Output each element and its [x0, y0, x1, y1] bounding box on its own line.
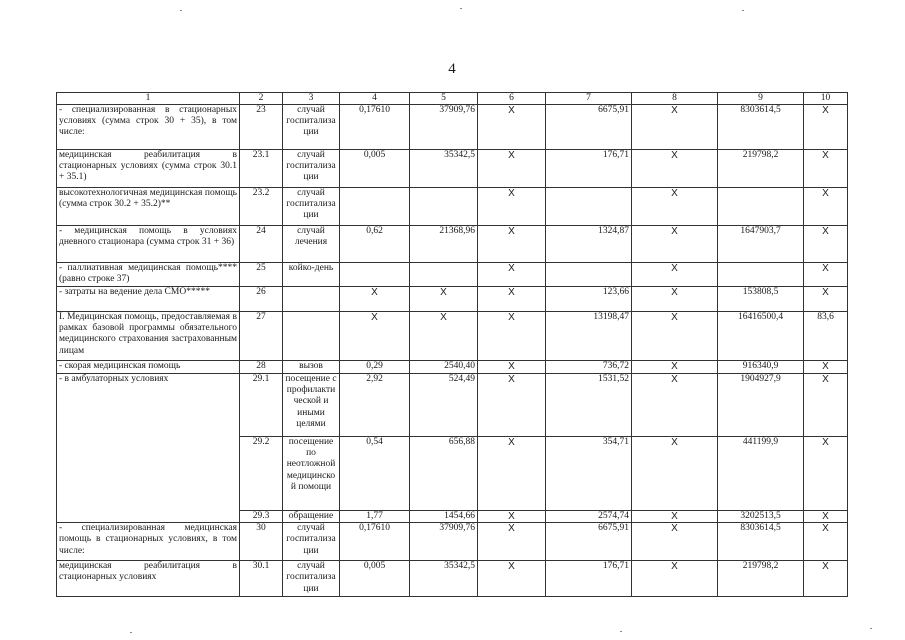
unit-cell [283, 312, 340, 361]
volume-cell: 1,77 [340, 511, 410, 523]
col-header: 4 [340, 93, 410, 105]
cost-cell: 1454,66 [410, 511, 478, 523]
row-code: 27 [240, 312, 283, 361]
cell-col9: 8303614,5 [718, 105, 804, 150]
row-label: - паллиативная медицинская помощь**** (равно строке 37) [57, 263, 240, 287]
cell-col8: Х [632, 263, 718, 287]
cell-col6: Х [478, 437, 546, 511]
col-header: 1 [57, 93, 240, 105]
cost-cell: 656,88 [410, 437, 478, 511]
cell-col8: Х [632, 188, 718, 226]
unit-cell: случай госпитализации [283, 105, 340, 150]
row-code: 30 [240, 523, 283, 561]
cell-col10: Х [804, 374, 848, 437]
cost-cell: 2540,40 [410, 361, 478, 374]
cell-col9: 16416500,4 [718, 312, 804, 361]
row-code: 24 [240, 226, 283, 263]
table-row [57, 287, 848, 312]
cell-col6: Х [478, 287, 546, 312]
unit-cell: случай лечения [283, 226, 340, 263]
cell-col10: 83,6 [804, 312, 848, 361]
scan-speck [130, 632, 132, 633]
table-row [57, 150, 848, 188]
row-code: 26 [240, 287, 283, 312]
cell-col9: 8303614,5 [718, 523, 804, 561]
volume-cell: 0,62 [340, 226, 410, 263]
volume-cell: 0,005 [340, 561, 410, 597]
cell-col7: 13198,47 [546, 312, 632, 361]
col-header: 5 [410, 93, 478, 105]
scan-speck [460, 8, 462, 9]
table-row [57, 226, 848, 263]
cell-col8: Х [632, 150, 718, 188]
row-code: 29.2 [240, 437, 283, 511]
cell-col7: 1531,52 [546, 374, 632, 437]
cell-col7 [546, 188, 632, 226]
row-code: 25 [240, 263, 283, 287]
col-header: 7 [546, 93, 632, 105]
cell-col10: Х [804, 188, 848, 226]
cell-col6: Х [478, 523, 546, 561]
cost-cell: 35342,5 [410, 150, 478, 188]
scan-speck [870, 628, 872, 629]
cell-col10: Х [804, 226, 848, 263]
row-label: - специализированная медицинская помощь в стационарных условиях, в том числе: [57, 523, 240, 561]
cell-col7: 354,71 [546, 437, 632, 511]
cell-col9: 1647903,7 [718, 226, 804, 263]
cell-col6: Х [478, 150, 546, 188]
table-row [57, 523, 848, 561]
cell-col8: Х [632, 361, 718, 374]
cell-col10: Х [804, 287, 848, 312]
row-code: 23.2 [240, 188, 283, 226]
row-code: 30.1 [240, 561, 283, 597]
unit-cell: случай госпитализации [283, 188, 340, 226]
cell-col10: Х [804, 361, 848, 374]
unit-cell: случай госпитализации [283, 561, 340, 597]
cell-col10: Х [804, 523, 848, 561]
cell-col6: Х [478, 374, 546, 437]
col-header: 9 [718, 93, 804, 105]
cell-col8: Х [632, 437, 718, 511]
cell-col10: Х [804, 105, 848, 150]
unit-cell: случай госпитализации [283, 523, 340, 561]
volume-cell: Х [340, 287, 410, 312]
unit-cell: посещение по неотложной медицинской помощи [283, 437, 340, 511]
cell-col8: Х [632, 523, 718, 561]
cell-col6: Х [478, 188, 546, 226]
cell-col7: 6675,91 [546, 105, 632, 150]
cell-col10: Х [804, 263, 848, 287]
row-code: 29.3 [240, 511, 283, 523]
volume-cell: 0,005 [340, 150, 410, 188]
cell-col6: Х [478, 511, 546, 523]
cell-col7: 123,66 [546, 287, 632, 312]
cell-col10: Х [804, 437, 848, 511]
volume-cell [340, 263, 410, 287]
cell-col10: Х [804, 561, 848, 597]
cell-col10: Х [804, 150, 848, 188]
cell-col7 [546, 263, 632, 287]
scan-speck [742, 10, 744, 11]
unit-cell: случай госпитализации [283, 150, 340, 188]
table-row [57, 105, 848, 150]
volume-cell: Х [340, 312, 410, 361]
scan-speck [620, 631, 622, 632]
cell-col8: Х [632, 105, 718, 150]
row-label: - затраты на ведение дела СМО***** [57, 287, 240, 312]
row-label: I. Медицинская помощь, предоставляемая в рамках базовой программы обязательного медицинского страхования застрахованным лицам [57, 312, 240, 361]
cell-col9: 219798,2 [718, 150, 804, 188]
cell-col7: 6675,91 [546, 523, 632, 561]
row-code: 23 [240, 105, 283, 150]
volume-cell: 0,17610 [340, 105, 410, 150]
cell-col9: 1904927,9 [718, 374, 804, 437]
table-row [57, 312, 848, 361]
unit-cell [283, 287, 340, 312]
col-header: 2 [240, 93, 283, 105]
cell-col6: Х [478, 312, 546, 361]
cell-col9: 153808,5 [718, 287, 804, 312]
volume-cell: 2,92 [340, 374, 410, 437]
cell-col8: Х [632, 374, 718, 437]
row-code: 28 [240, 361, 283, 374]
page-number: 4 [448, 61, 456, 77]
cell-col9: 3202513,5 [718, 511, 804, 523]
volume-cell: 0,17610 [340, 523, 410, 561]
cell-col10: Х [804, 511, 848, 523]
row-label: медицинская реабилитация в стационарных условиях (сумма строк 30.1 + 35.1) [57, 150, 240, 188]
table-row [57, 263, 848, 287]
row-code: 29.1 [240, 374, 283, 437]
table-row [57, 188, 848, 226]
cell-col7: 2574,74 [546, 511, 632, 523]
row-label: - специализированная в стационарных условиях (сумма строк 30 + 35), в том числе: [57, 105, 240, 150]
col-header: 10 [804, 93, 848, 105]
row-label: медицинская реабилитация в стационарных условиях [57, 561, 240, 597]
row-label: - в амбулаторных условиях [57, 374, 240, 523]
col-header: 3 [283, 93, 340, 105]
cell-col6: Х [478, 561, 546, 597]
cost-cell: 37909,76 [410, 105, 478, 150]
cost-cell [410, 263, 478, 287]
cell-col7: 176,71 [546, 561, 632, 597]
cell-col9: 219798,2 [718, 561, 804, 597]
row-code: 23.1 [240, 150, 283, 188]
cost-cell [410, 188, 478, 226]
cell-col9 [718, 263, 804, 287]
unit-cell: вызов [283, 361, 340, 374]
cell-col9: 441199,9 [718, 437, 804, 511]
cell-col8: Х [632, 511, 718, 523]
cost-cell: 37909,76 [410, 523, 478, 561]
unit-cell: обращение [283, 511, 340, 523]
cell-col8: Х [632, 287, 718, 312]
cost-cell: Х [410, 312, 478, 361]
cell-col6: Х [478, 226, 546, 263]
unit-cell: посещение с профилактической и иными целями [283, 374, 340, 437]
col-header: 6 [478, 93, 546, 105]
financial-table [56, 92, 848, 597]
row-label: - медицинская помощь в условиях дневного стационара (сумма строк 31 + 36) [57, 226, 240, 263]
scan-speck [180, 10, 182, 11]
cell-col6: Х [478, 105, 546, 150]
cell-col9: 916340,9 [718, 361, 804, 374]
table-row [57, 561, 848, 597]
cell-col6: Х [478, 263, 546, 287]
cost-cell: 35342,5 [410, 561, 478, 597]
col-header: 8 [632, 93, 718, 105]
volume-cell: 0,29 [340, 361, 410, 374]
cost-cell: Х [410, 287, 478, 312]
table-row [57, 374, 848, 437]
cell-col9 [718, 188, 804, 226]
volume-cell: 0,54 [340, 437, 410, 511]
cell-col8: Х [632, 561, 718, 597]
cost-cell: 524,49 [410, 374, 478, 437]
cell-col8: Х [632, 312, 718, 361]
cell-col7: 176,71 [546, 150, 632, 188]
cost-cell: 21368,96 [410, 226, 478, 263]
row-label: - скорая медицинская помощь [57, 361, 240, 374]
cell-col7: 1324,87 [546, 226, 632, 263]
cell-col6: Х [478, 361, 546, 374]
header-row [57, 93, 848, 105]
row-label: высокотехнологичная медицинская помощь (сумма строк 30.2 + 35.2)** [57, 188, 240, 226]
cell-col8: Х [632, 226, 718, 263]
cell-col7: 736,72 [546, 361, 632, 374]
table-row [57, 361, 848, 374]
volume-cell [340, 188, 410, 226]
unit-cell: койко-день [283, 263, 340, 287]
